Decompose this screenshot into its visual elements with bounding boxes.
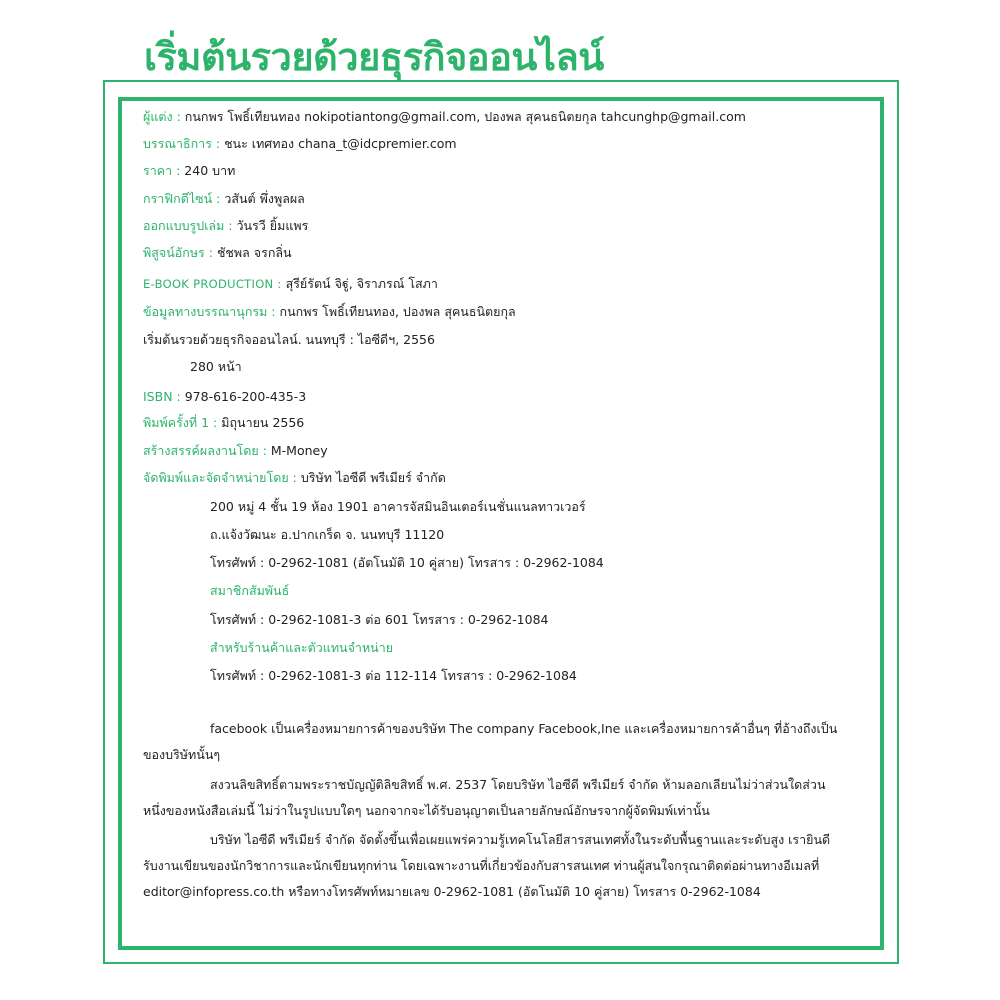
cataloging-label: ข้อมูลทางบรรณานุกรม : [143, 304, 276, 319]
edition-row [143, 413, 304, 433]
copyright-notice-text: สงวนลิขสิทธิ์ตามพระราชบัญญัติลิขสิทธิ์ พ.ศ. 2537 โดยบริษัท ไอซีดี พรีเมียร์ จำกัด ห้ามลอกเลียนไม่ว่าส่วนใดส่วนหนึ่งของหนังสือเล่มนี้ ไม่ว่าในรูปแบบใดๆ นอกจากจะได้รับอนุญาตเป็นลายลักษณ์อักษรจากผู้จัดพิมพ์เท่านั้น [143, 777, 826, 818]
editor-value: ชนะ เทศทอง chana_t@idcpremier.com [224, 136, 457, 151]
editor-row [143, 134, 457, 154]
layout-value: วันรวี ยิ้มแพร [236, 218, 309, 233]
publisher-label: จัดพิมพ์และจัดจำหน่ายโดย : [143, 470, 297, 485]
creator-row [143, 441, 328, 461]
creator-value: M-Money [270, 443, 328, 458]
member-phone: โทรศัพท์ : 0-2962-1081-3 ต่อ 601 โทรสาร : 0-2962-1084 [210, 612, 549, 627]
proof-value: ชัชพล จรกลิ่น [216, 245, 292, 260]
author-label: ผู้แต่ง : [143, 109, 181, 124]
price-value: 240 บาท [184, 163, 236, 178]
isbn-row [143, 387, 306, 407]
cataloging-line2: เริ่มต้นรวยด้วยธุรกิจออนไลน์. นนทบุรี : ไอซีดีฯ, 2556 [143, 332, 435, 347]
ebook-label: E-BOOK PRODUCTION : [143, 277, 282, 291]
isbn-label: ISBN : [143, 389, 181, 404]
dealer-heading: สำหรับร้านค้าและตัวแทนจำหน่าย [210, 640, 394, 655]
dealer-phone: โทรศัพท์ : 0-2962-1081-3 ต่อ 112-114 โทรสาร : 0-2962-1084 [210, 668, 577, 683]
trademark-notice-text: facebook เป็นเครื่องหมายการค้าของบริษัท The company Facebook,Ine และเครื่องหมายการค้าอื่นๆ ที่อ้างถึงเป็นของบริษัทนั้นๆ [143, 721, 838, 762]
edition-label: พิมพ์ครั้งที่ 1 : [143, 415, 218, 430]
member-heading: สมาชิกสัมพันธ์ [210, 583, 290, 598]
proof-row [143, 243, 292, 263]
company-notice [143, 827, 843, 905]
author-row [143, 107, 746, 127]
publisher-address1: 200 หมู่ 4 ชั้น 19 ห้อง 1901 อาคารจัสมินอินเตอร์เนชั่นแนลทาวเวอร์ [210, 499, 586, 514]
price-row [143, 161, 235, 181]
layout-label: ออกแบบรูปเล่ม : [143, 218, 233, 233]
publisher-address2: ถ.แจ้งวัฒนะ อ.ปากเกร็ด จ. นนทบุรี 11120 [210, 527, 445, 542]
ebook-value: สุรีย์รัตน์ จิฐู่, จิราภรณ์ โสภา [285, 276, 438, 291]
creator-label: สร้างสรรค์ผลงานโดย : [143, 443, 267, 458]
publisher-value: บริษัท ไอซีดี พรีเมียร์ จำกัด [300, 470, 446, 485]
book-title: เริ่มต้นรวยด้วยธุรกิจออนไลน์ [144, 35, 604, 79]
price-label: ราคา : [143, 163, 181, 178]
trademark-notice [143, 716, 843, 768]
proof-label: พิสูจน์อักษร : [143, 245, 213, 260]
publisher-phone: โทรศัพท์ : 0-2962-1081 (อัตโนมัติ 10 คู่สาย) โทรสาร : 0-2962-1084 [210, 555, 604, 570]
graphic-value: วสันต์ พึ่งพูลผล [224, 191, 305, 206]
graphic-label: กราฟิกดีไซน์ : [143, 191, 221, 206]
cataloging-pages: 280 หน้า [190, 359, 242, 374]
ebook-row [143, 274, 438, 294]
cataloging-value: กนกพร โพธิ์เทียนทอง, ปองพล สุคนธนิตยกุล [279, 304, 516, 319]
editor-label: บรรณาธิการ : [143, 136, 221, 151]
company-notice-text: บริษัท ไอซีดี พรีเมียร์ จำกัด จัดตั้งขึ้นเพื่อเผยแพร่ความรู้เทคโนโลยีสารสนเทศทั้งในระดับพื้นฐานและระดับสูง เรายินดีรับงานเขียนของนักวิชาการและนักเขียนทุกท่าน โดยเฉพาะงานที่เกี่ยวข้องกับสารสนเทศ ท่านผู้สนใจกรุณาติดต่อผ่านทางอีเมลที่ editor@infopress.co.th หรือทางโทรศัพท์หมายเลข 0-2962-1081 (อัตโนมัติ 10 คู่สาย) โทรสาร 0-2962-1084 [143, 832, 831, 899]
graphic-row [143, 189, 305, 209]
copyright-notice [143, 772, 843, 824]
publisher-row [143, 468, 446, 488]
layout-row [143, 216, 308, 236]
edition-value: มิถุนายน 2556 [221, 415, 305, 430]
cataloging-row [143, 302, 516, 322]
isbn-value: 978-616-200-435-3 [184, 389, 307, 404]
author-value: กนกพร โพธิ์เทียนทอง nokipotiantong@gmail.com, ปองพล สุคนธนิตยกุล tahcunghp@gmail.com [184, 109, 746, 124]
